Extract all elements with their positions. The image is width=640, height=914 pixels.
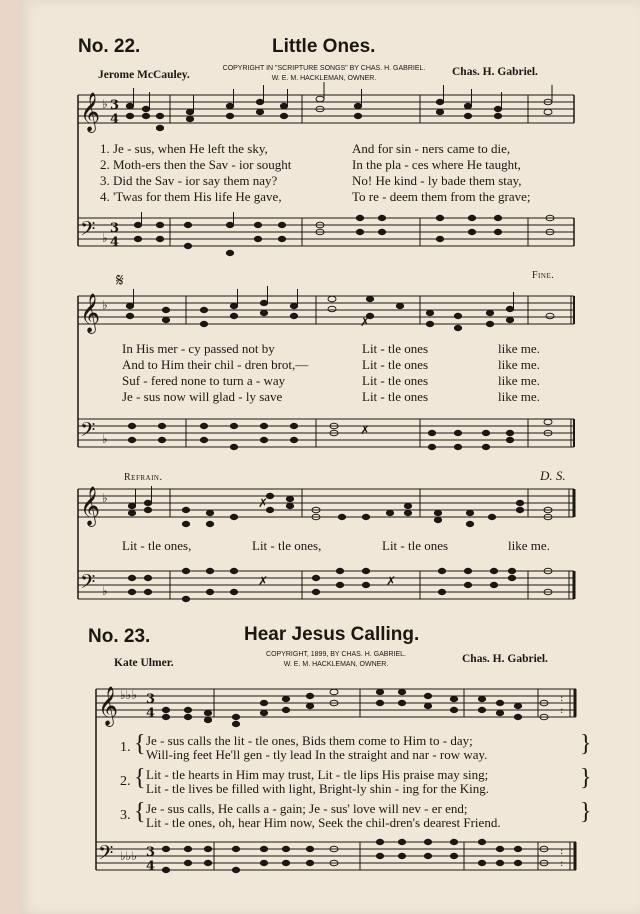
system2-bass-notes [128, 419, 552, 449]
time-sig-bottom: 4 [146, 859, 156, 874]
refrain-word-a: Lit - tle ones, [122, 538, 192, 553]
time-sig-bottom: 4 [110, 112, 120, 127]
time-sig-top: 3 [146, 692, 156, 707]
flat-icon: ♭ [102, 231, 108, 245]
time-sig-top: 3 [146, 845, 156, 860]
left-brace-icon: { [134, 765, 146, 791]
rest-icon: ✗ [258, 574, 269, 588]
time-sig-top: 3 [110, 221, 120, 236]
stanza-line: Je - sus calls the lit - tle ones, Bids them come to Him to - day; [146, 733, 473, 748]
flat-icon: ♭♭♭ [120, 688, 137, 702]
stanza-line: Will-ing feet He'll gen - tly lead In the straight and nar - row way. [146, 747, 488, 762]
repeat-dots-icon: : [560, 846, 564, 857]
bass-clef-icon: 𝄢 [80, 418, 96, 446]
verse-3-line1b: No! He kind - ly bade them stay, [352, 173, 522, 188]
rest-icon: ✗ [360, 423, 371, 437]
bass-clef-icon: 𝄢 [80, 570, 96, 598]
right-brace-icon: } [580, 765, 592, 791]
verse-2-line1a: 2. Moth-ers then the Sav - ior sought [100, 157, 292, 172]
verse-1-line2b: Lit - tle ones [362, 341, 429, 356]
stanza-line: Lit - tle ones, oh, hear Him now, Seek the chil-dren's dearest Friend. [146, 815, 501, 830]
verse-3-line2b: Lit - tle ones [362, 373, 429, 388]
segno-icon: 𝄋 [116, 270, 124, 291]
treble-clef-icon: 𝄞 [80, 92, 101, 132]
stanza-number: 2. [120, 774, 131, 789]
verse-2-line2a: And to Him their chil - dren brot,— [122, 357, 309, 372]
right-brace-icon: } [580, 731, 592, 757]
verse-2-line1b: In the pla - ces where He taught, [352, 157, 521, 172]
right-brace-icon: } [580, 799, 592, 825]
verse-1-line2a: In His mer - cy passed not by [122, 341, 275, 356]
hymnal-page [20, 0, 640, 914]
flat-icon: ♭ [102, 298, 108, 312]
bass-clef-icon: 𝄢 [98, 841, 114, 869]
repeat-dots-icon: : [560, 693, 564, 704]
verse-4-line2c: like me. [498, 389, 540, 404]
hymn-23-composer: Chas. H. Gabriel. [462, 653, 548, 665]
hymn-22-lyricist: Jerome McCauley. [98, 69, 190, 81]
hymn-23-lyricist: Kate Ulmer. [114, 657, 174, 669]
system1-bass-notes [134, 212, 554, 256]
verse-4-line2a: Je - sus now will glad - ly save [122, 389, 283, 404]
verse-4-line1a: 4. 'Twas for them His life He gave, [100, 189, 282, 204]
fine-mark: Fine. [532, 270, 555, 281]
flat-icon: ♭♭♭ [120, 849, 137, 863]
time-sig-bottom: 4 [146, 706, 156, 721]
hymn-23-title: Hear Jesus Calling. [244, 624, 420, 645]
repeat-dots-icon: : [560, 858, 564, 869]
left-brace-icon: { [134, 799, 146, 825]
time-sig-top: 3 [110, 98, 120, 113]
verse-2-line2b: Lit - tle ones [362, 357, 429, 372]
hymn-22-title: Little Ones. [272, 36, 376, 57]
stanza-number: 3. [120, 808, 131, 823]
hymn-22-number: No. 22. [78, 36, 141, 57]
verse-3-line2a: Suf - fered none to turn a - way [122, 373, 286, 388]
treble-clef-icon: 𝄞 [80, 293, 101, 333]
time-sig-bottom: 4 [110, 235, 120, 250]
hymn-23-number: No. 23. [88, 626, 151, 647]
system3-bass-staff [78, 571, 574, 599]
system2-bass-staff [78, 419, 574, 447]
hymn-23-copyright-line1: COPYRIGHT, 1899, BY CHAS. H. GABRIEL. [266, 651, 406, 658]
hymn-22-copyright-line2: W. E. M. HACKLEMAN, OWNER. [271, 75, 377, 82]
ds-mark: D. S. [540, 468, 566, 483]
verse-4-line2b: Lit - tle ones [362, 389, 429, 404]
system3-treble-staff [78, 489, 574, 517]
verse-4-line1b: To re - deem them from the grave; [352, 189, 531, 204]
verse-1-line1a: 1. Je - sus, when He left the sky, [100, 141, 268, 156]
repeat-dots-icon: : [560, 705, 564, 716]
verse-1-line2c: like me. [498, 341, 540, 356]
refrain-word-d: like me. [508, 538, 550, 553]
rest-icon: ✗ [386, 574, 397, 588]
verse-2-line2c: like me. [498, 357, 540, 372]
verse-3-line2c: like me. [498, 373, 540, 388]
verse-3-line1a: 3. Did the Sav - ior say them nay? [100, 173, 278, 188]
left-brace-icon: { [134, 731, 146, 757]
treble-clef-icon: 𝄞 [80, 486, 101, 526]
flat-icon: ♭ [102, 491, 108, 505]
rest-icon: ✗ [360, 315, 371, 329]
refrain-word-c: Lit - tle ones [382, 538, 449, 553]
refrain-word-b: Lit - tle ones, [252, 538, 322, 553]
stanza-line: Lit - tle hearts in Him may trust, Lit - tle lips His praise may sing; [146, 767, 489, 782]
flat-icon: ♭ [102, 97, 108, 111]
bass-clef-icon: 𝄢 [80, 217, 96, 245]
treble-clef-icon: 𝄞 [98, 686, 119, 726]
hymn-22-copyright-line1: COPYRIGHT IN "SCRIPTURE SONGS" BY CHAS. H. GABRIEL. [222, 65, 426, 72]
rest-icon: ✗ [258, 496, 269, 510]
verse-1-line1b: And for sin - ners came to die, [352, 141, 511, 156]
flat-icon: ♭ [102, 432, 108, 446]
refrain-mark: Refrain. [124, 472, 163, 483]
stanza-line: Je - sus calls, He calls a - gain; Je - sus' love will nev - er end; [146, 801, 468, 816]
hymn-23-copyright [236, 650, 436, 670]
hymn-22-composer: Chas. H. Gabriel. [452, 66, 538, 78]
system3-treble-notes [128, 486, 552, 527]
stanza-number: 1. [120, 740, 131, 755]
stanza-line: Lit - tle lives be filled with light, Bright-ly shin - ing for the King. [146, 781, 490, 796]
hymn-23-copyright-line2: W. E. M. HACKLEMAN, OWNER. [283, 661, 389, 668]
flat-icon: ♭ [102, 584, 108, 598]
system2-treble-staff [78, 296, 574, 324]
h23-treble-notes [162, 689, 548, 727]
